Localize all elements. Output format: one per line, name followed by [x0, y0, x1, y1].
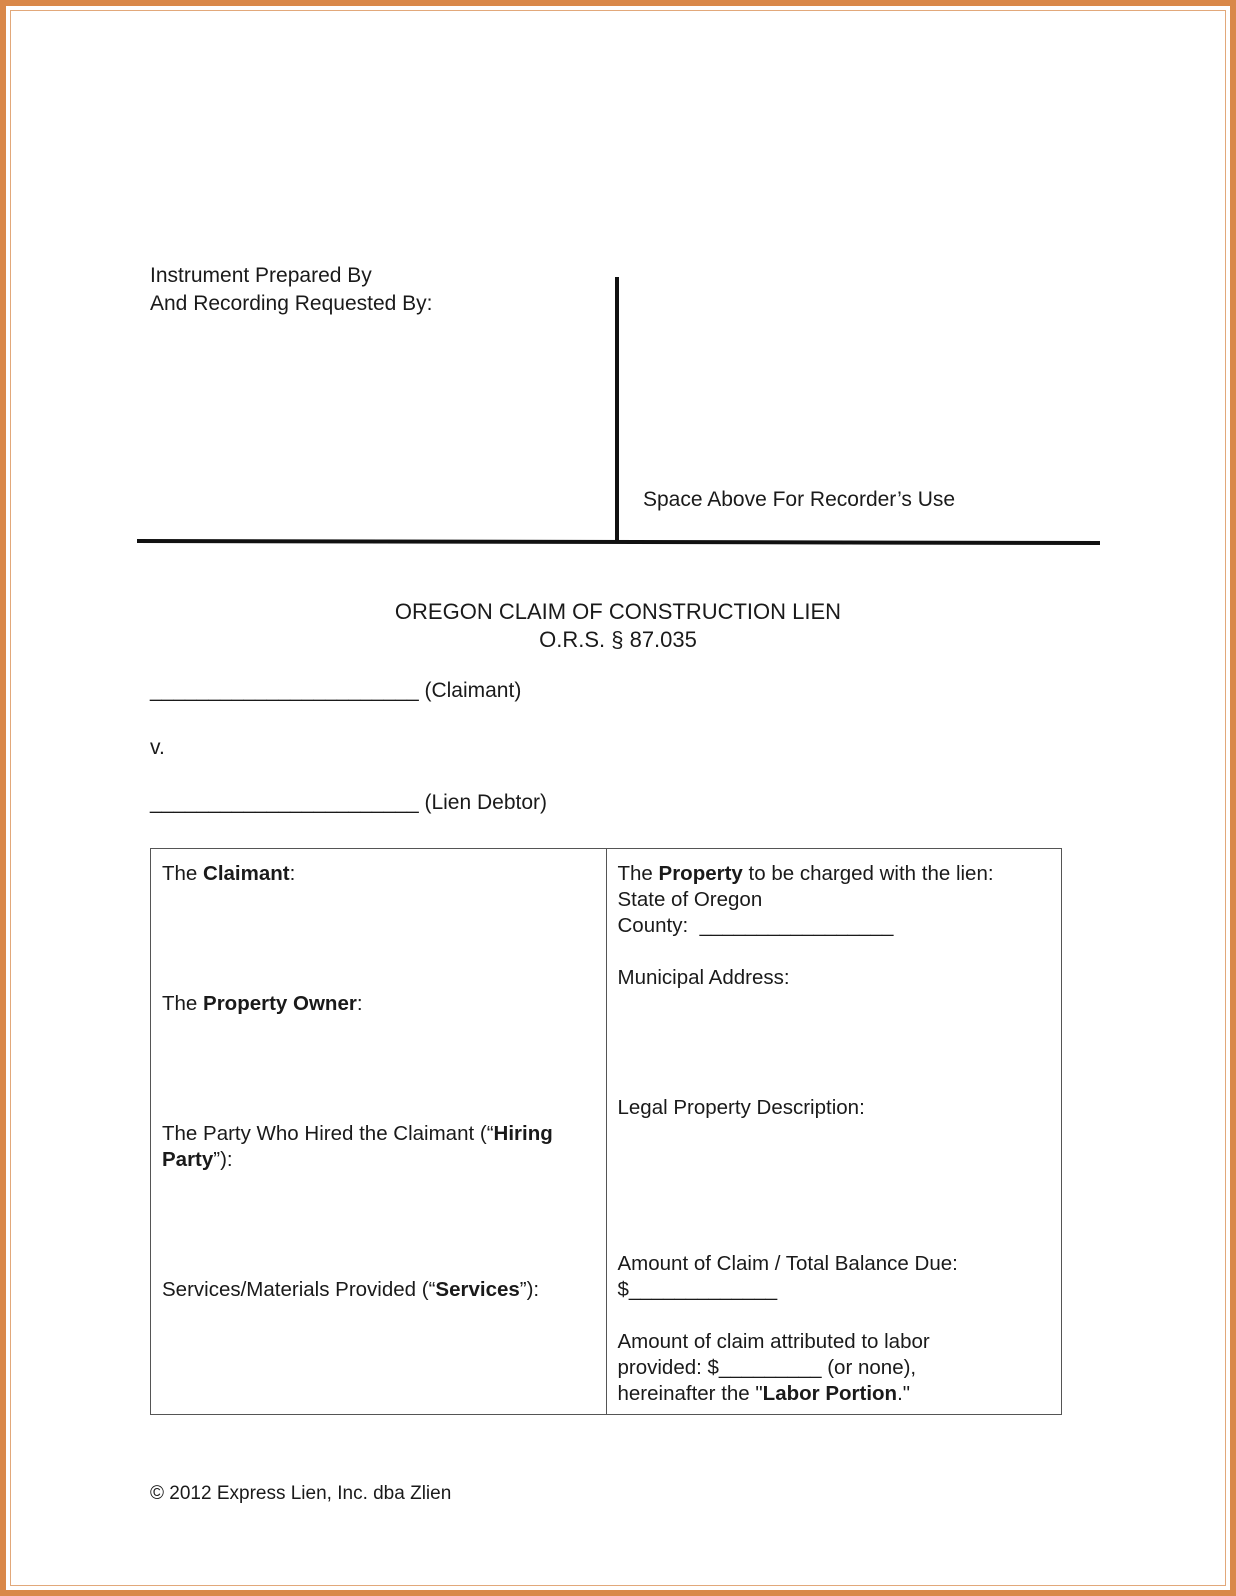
versus: v.	[150, 736, 165, 759]
lien-details-table	[150, 848, 1062, 1415]
hiring-field-bold2: Party	[162, 1148, 214, 1171]
debtor-label: (Lien Debtor)	[424, 791, 548, 814]
services-field-bold: Services	[435, 1278, 520, 1301]
services-field[interactable]	[162, 1277, 539, 1303]
hiring-field-prefix: The Party Who Hired the Claimant (“	[162, 1122, 494, 1145]
hiring-field-suffix: ”):	[213, 1148, 233, 1171]
debtor-line	[150, 789, 547, 817]
claim-amount-label: Amount of Claim / Total Balance Due:	[617, 1252, 958, 1275]
legal-description-field[interactable]: Legal Property Description:	[617, 1096, 865, 1119]
labor-line3-suffix: ."	[897, 1382, 911, 1405]
county-label: County:	[617, 914, 689, 937]
hiring-party-field[interactable]	[162, 1121, 553, 1173]
recorder-note: Space Above For Recorder’s Use	[643, 488, 956, 511]
owner-field-prefix: The	[162, 992, 204, 1015]
right-column-cell	[606, 849, 1062, 1415]
labor-line2: provided: $_________ (or none),	[617, 1356, 917, 1379]
claimant-blank[interactable]: _______________________	[150, 679, 419, 702]
owner-field-bold: Property Owner	[203, 992, 357, 1015]
statute-reference: O.R.S. § 87.035	[539, 627, 697, 652]
property-owner-field[interactable]	[162, 991, 363, 1017]
labor-line3-prefix: hereinafter the "	[617, 1382, 763, 1405]
copyright-footer: © 2012 Express Lien, Inc. dba Zlien	[150, 1483, 452, 1504]
property-field[interactable]	[618, 861, 994, 939]
debtor-blank[interactable]: _______________________	[150, 791, 419, 814]
county-blank[interactable]: _________________	[699, 914, 894, 937]
labor-portion-field[interactable]	[618, 1329, 930, 1407]
form-title: OREGON CLAIM OF CONSTRUCTION LIEN	[394, 599, 842, 624]
labor-line1: Amount of claim attributed to labor	[617, 1330, 930, 1353]
services-field-suffix: ”):	[519, 1278, 540, 1301]
services-field-prefix: Services/Materials Provided (“	[162, 1278, 436, 1301]
municipal-address-field[interactable]: Municipal Address:	[617, 966, 790, 989]
property-field-prefix: The	[617, 862, 659, 885]
claimant-field-bold: Claimant	[203, 862, 290, 885]
claim-amount-field[interactable]	[618, 1251, 958, 1303]
owner-field-suffix: :	[356, 992, 363, 1015]
recorder-divider-vertical	[615, 277, 619, 542]
prepared-by-line2: And Recording Requested By:	[150, 292, 433, 315]
claimant-field[interactable]	[162, 861, 295, 887]
claimant-field-prefix: The	[162, 862, 204, 885]
claimant-label: (Claimant)	[424, 679, 522, 702]
hiring-field-bold1: Hiring	[493, 1122, 553, 1145]
property-field-bold: Property	[658, 862, 743, 885]
property-field-suffix: to be charged with the lien:	[742, 862, 994, 885]
prepared-by-line1: Instrument Prepared By	[150, 264, 372, 287]
labor-line3-bold: Labor Portion	[762, 1382, 898, 1405]
claimant-line	[150, 677, 521, 705]
state-label: State of Oregon	[617, 888, 763, 911]
claim-amount-blank[interactable]: $_____________	[617, 1278, 778, 1301]
left-column-cell	[151, 849, 607, 1415]
claimant-field-suffix: :	[289, 862, 296, 885]
